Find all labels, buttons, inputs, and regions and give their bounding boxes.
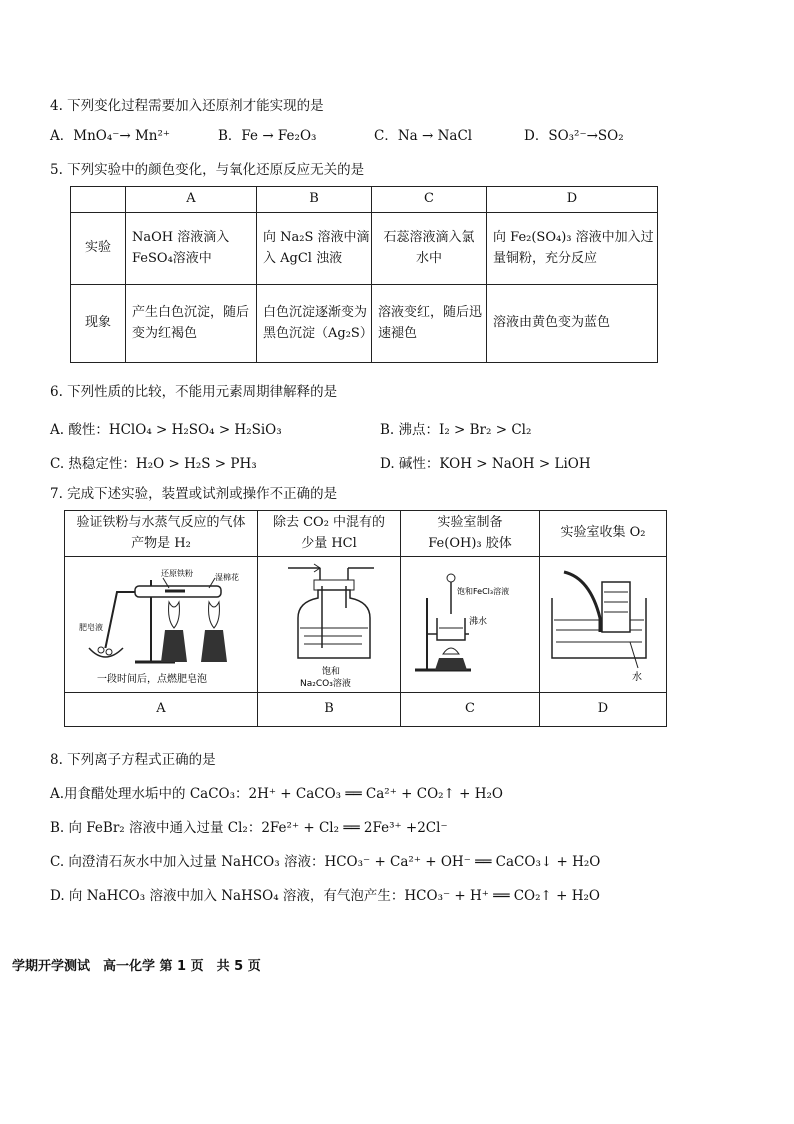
q6-option-c: C. 热稳定性：H₂O > H₂S > PH₃: [50, 456, 257, 472]
q5-phenomenon-b: 白色沉淀逐渐变为黑色沉淀（Ag₂S）: [257, 285, 372, 363]
apparatus-d: [540, 557, 667, 693]
q5-header-d: D: [487, 187, 658, 213]
q7-label-a: A: [65, 693, 258, 727]
q7-header-d: 实验室收集 O₂: [540, 511, 667, 557]
label-fecl3: 饱和FeCl₃溶液: [457, 586, 510, 596]
label-water: 水: [632, 671, 642, 683]
q8-option-c: C. 向澄清石灰水中加入过量 NaHCO₃ 溶液：HCO₃⁻ + Ca²⁺ + OH⁻ ══ CaCO₃↓ + H₂O: [50, 854, 601, 870]
label-na2co3: Na₂CO₃溶液: [300, 678, 351, 689]
q4-stem: 4. 下列变化过程需要加入还原剂才能实现的是: [50, 98, 324, 114]
label-wet-cotton: 湿棉花: [215, 572, 239, 582]
q7-label-d: D: [540, 693, 667, 727]
q5-experiment-d: 向 Fe₂(SO₄)₃ 溶液中加入过量铜粉，充分反应: [487, 213, 658, 285]
label-iron-powder: 还原铁粉: [161, 568, 193, 578]
caption-a: 一段时间后，点燃肥皂泡: [97, 673, 207, 685]
q8-option-b: B. 向 FeBr₂ 溶液中通入过量 Cl₂：2Fe²⁺ + Cl₂ ══ 2Fe³⁺ +2Cl⁻: [50, 820, 448, 836]
label-saturated: 饱和: [322, 666, 341, 677]
q5-header-c: C: [372, 187, 487, 213]
q5-experiment-b: 向 Na₂S 溶液中滴入 AgCl 浊液: [257, 213, 372, 285]
apparatus-a: [65, 557, 258, 693]
q5-phenomenon-c: 溶液变红，随后迅速褪色: [372, 285, 487, 363]
q6-option-b: B. 沸点：I₂ > Br₂ > Cl₂: [380, 422, 532, 438]
q4-option-a: A．MnO₄⁻→ Mn²⁺: [50, 128, 171, 144]
q6-option-d: D. 碱性：KOH > NaOH > LiOH: [380, 456, 591, 472]
q5-row-label-phenomenon: 现象: [71, 285, 126, 363]
q7-header-b: 除去 CO₂ 中混有的少量 HCl: [258, 511, 401, 557]
q7-label-c: C: [401, 693, 540, 727]
q8-option-d: D. 向 NaHCO₃ 溶液中加入 NaHSO₄ 溶液，有气泡产生：HCO₃⁻ + H⁺ ══ CO₂↑ + H₂O: [50, 888, 600, 904]
q8-option-a: A.用食醋处理水垢中的 CaCO₃：2H⁺ + CaCO₃ ══ Ca²⁺ + CO₂↑ + H₂O: [50, 786, 504, 802]
q7-header-c: 实验室制备 Fe(OH)₃ 胶体: [401, 511, 540, 557]
q7-header-a: 验证铁粉与水蒸气反应的气体产物是 H₂: [65, 511, 258, 557]
apparatus-b: [258, 557, 401, 693]
q5-table: [70, 186, 658, 363]
q4-option-d: D．SO₃²⁻→SO₂: [524, 128, 624, 144]
q4-option-b: B．Fe → Fe₂O₃: [218, 128, 317, 144]
page-footer: 学期开学测试 高一化学 第 1 页 共 5 页: [12, 959, 261, 974]
apparatus-c: [401, 557, 540, 693]
q5-phenomenon-a: 产生白色沉淀，随后变为红褐色: [126, 285, 257, 363]
q4-option-c: C．Na → NaCl: [374, 128, 473, 144]
q7-table: [64, 510, 667, 727]
q5-header-a: A: [126, 187, 257, 213]
label-soap: 肥皂液: [79, 622, 103, 632]
q6-option-a: A. 酸性：HClO₄ > H₂SO₄ > H₂SiO₃: [50, 422, 282, 438]
q5-phenomenon-d: 溶液由黄色变为蓝色: [487, 285, 658, 363]
q5-corner: [71, 187, 126, 213]
q6-stem: 6. 下列性质的比较，不能用元素周期律解释的是: [50, 384, 338, 400]
q5-experiment-a: NaOH 溶液滴入 FeSO₄溶液中: [126, 213, 257, 285]
q5-stem: 5. 下列实验中的颜色变化，与氧化还原反应无关的是: [50, 162, 365, 178]
q5-header-b: B: [257, 187, 372, 213]
q8-stem: 8. 下列离子方程式正确的是: [50, 752, 216, 768]
q5-experiment-c: 石蕊溶液滴入氯水中: [372, 213, 487, 285]
q7-label-b: B: [258, 693, 401, 727]
label-boiling-water: 沸水: [469, 616, 488, 627]
q7-stem: 7. 完成下述实验，装置或试剂或操作不正确的是: [50, 486, 338, 502]
q5-row-label-experiment: 实验: [71, 213, 126, 285]
